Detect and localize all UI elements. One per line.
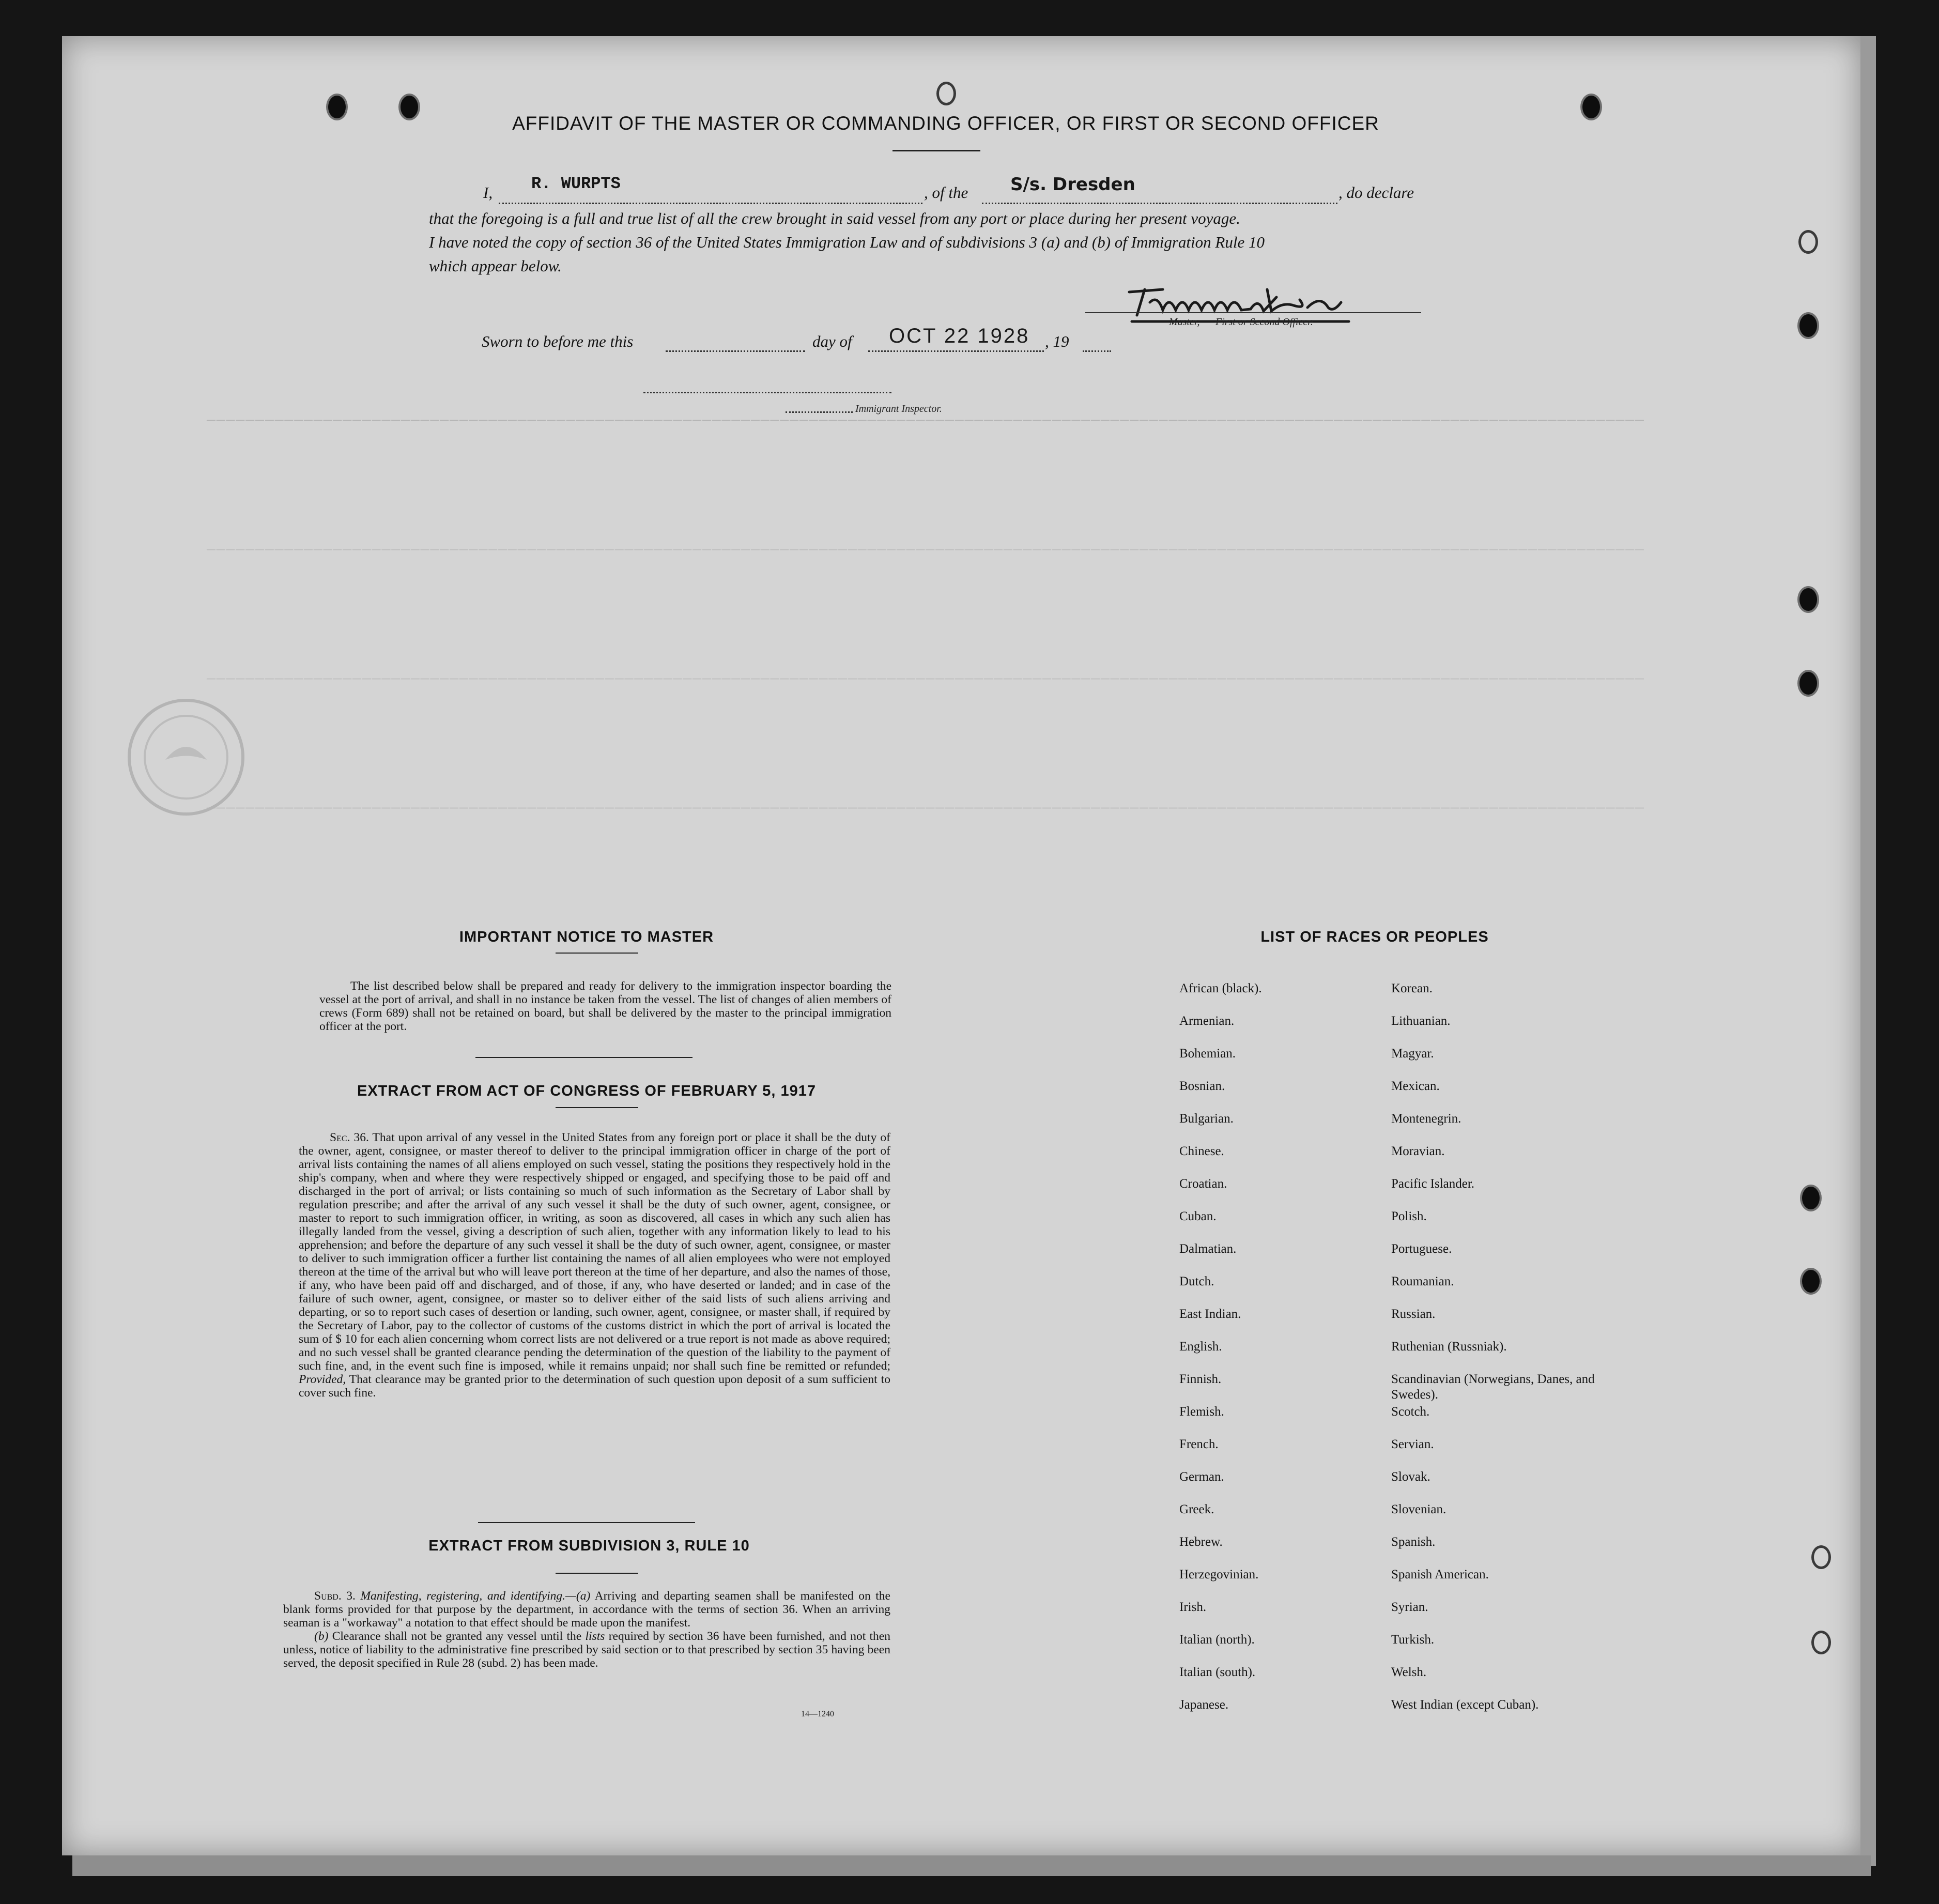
rule-divider — [556, 1573, 638, 1574]
punch-hole-icon — [1582, 96, 1600, 118]
race-list-item: Dalmatian. — [1179, 1242, 1237, 1256]
race-list-item: Croatian. — [1179, 1177, 1227, 1191]
sworn-day-line — [666, 350, 805, 352]
bleed-through-texture: ──────────────────────────────────────────────────────────────────────────────────────────────────────────────────────────────────────────────────── — [207, 543, 1645, 559]
races-heading: LIST OF RACES OR PEOPLES — [1260, 929, 1489, 945]
date-stamp: OCT 22 1928 — [889, 325, 1030, 347]
bleed-through-texture: ──────────────────────────────────────────────────────────────────────────────────────────────────────────────────────────────────────────────────── — [207, 413, 1645, 429]
race-list-item: West Indian (except Cuban). — [1391, 1698, 1539, 1712]
do-declare-label: , do declare — [1338, 183, 1414, 202]
race-list-item: Scotch. — [1391, 1405, 1430, 1419]
officer-name: R. WURPTS — [531, 174, 621, 193]
race-list-item: Russian. — [1391, 1307, 1436, 1321]
race-list-item: Montenegrin. — [1391, 1112, 1461, 1126]
inspector-caption-line — [786, 411, 853, 413]
signature-caption-master: Master, — [1169, 316, 1200, 328]
declaration-line-4: which appear below. — [429, 257, 562, 275]
inspector-caption: Immigrant Inspector. — [855, 403, 942, 414]
race-list-item: Welsh. — [1391, 1665, 1427, 1679]
notice-heading: IMPORTANT NOTICE TO MASTER — [459, 929, 714, 945]
punch-hole-icon — [1811, 1545, 1831, 1569]
signature-line — [1085, 312, 1421, 313]
race-list-item: Korean. — [1391, 981, 1433, 995]
declaration-line-2: that the foregoing is a full and true list of all the crew brought in said vessel from any port or place during her present voyage. — [429, 209, 1240, 227]
race-list-item: Bosnian. — [1179, 1079, 1225, 1093]
act-section-label: Sec. 36. — [330, 1131, 369, 1144]
signature-caption-struck: First or Second Officer. — [1215, 316, 1313, 328]
race-list-item: Chinese. — [1179, 1144, 1224, 1158]
race-list-item: Spanish. — [1391, 1535, 1436, 1549]
race-list-item: Armenian. — [1179, 1014, 1235, 1028]
sworn-label: Sworn to before me this — [482, 332, 634, 350]
affidavit-title: AFFIDAVIT OF THE MASTER OR COMMANDING OFFICER, OR FIRST OR SECOND OFFICER — [512, 113, 1379, 134]
race-list-item: Moravian. — [1391, 1144, 1445, 1158]
punch-hole-icon — [1802, 1270, 1820, 1293]
act-bottom-divider — [478, 1522, 695, 1523]
race-list-item: Hebrew. — [1179, 1535, 1223, 1549]
race-list-item: Turkish. — [1391, 1633, 1435, 1647]
race-list-item: Servian. — [1391, 1437, 1434, 1451]
race-list-item: Italian (north). — [1179, 1633, 1255, 1647]
notice-text: The list described below shall be prepared and ready for delivery to the immigration inspector boarding the vessel at the port of arrival, and shall in no instance be taken from the vessel. The list of changes of alien members of crews (Form 689) shall not be retained on board, but shall be delivered by the master to the principal immigration officer at the port. — [319, 979, 891, 1033]
race-list-item: Lithuanian. — [1391, 1014, 1451, 1028]
vessel-name: S/s. Dresden — [1010, 174, 1135, 195]
race-list-item: Greek. — [1179, 1502, 1214, 1516]
race-list-item: French. — [1179, 1437, 1219, 1451]
punch-hole-icon — [1799, 672, 1817, 695]
sworn-year-line — [1083, 350, 1111, 352]
race-list-item: Bulgarian. — [1179, 1112, 1234, 1126]
punch-hole-icon — [936, 82, 956, 105]
declaration-line-3: I have noted the copy of section 36 of the United States Immigration Law and of subdivisions 3 (a) and (b) of Immigration Rule 10 — [429, 233, 1265, 251]
race-list-item: Ruthenian (Russniak). — [1391, 1340, 1507, 1354]
year-label: , 19 — [1045, 332, 1069, 350]
title-divider — [892, 150, 980, 151]
races-column-1 — [1179, 981, 1376, 1730]
sworn-month-line — [868, 350, 1044, 352]
race-list-item: Japanese. — [1179, 1698, 1229, 1712]
inspector-signature-line — [643, 392, 891, 393]
punch-hole-icon — [1811, 1631, 1831, 1654]
page-edge-bottom — [72, 1855, 1871, 1876]
race-list-item: Flemish. — [1179, 1405, 1224, 1419]
race-list-item: African (black). — [1179, 981, 1262, 995]
race-list-item: Syrian. — [1391, 1600, 1428, 1614]
race-list-item: German. — [1179, 1470, 1224, 1484]
form-number: 14—1240 — [801, 1710, 834, 1718]
race-list-item: Scandinavian (Norwegians, Danes, and Swedes). — [1391, 1372, 1595, 1402]
bleed-through-texture: ──────────────────────────────────────────────────────────────────────────────────────────────────────────────────────────────────────────────────── — [207, 801, 1645, 817]
race-list-item: Herzegovinian. — [1179, 1568, 1259, 1581]
race-list-item: Pacific Islander. — [1391, 1177, 1475, 1191]
race-list-item: Spanish American. — [1391, 1568, 1489, 1581]
race-list-item: Dutch. — [1179, 1275, 1214, 1288]
punch-hole-icon — [1798, 230, 1818, 254]
race-list-item: Bohemian. — [1179, 1047, 1236, 1061]
notice-bottom-divider — [475, 1057, 692, 1058]
race-list-item: Slovak. — [1391, 1470, 1430, 1484]
punch-hole-icon — [1799, 314, 1817, 337]
rule-text: Subd. 3. Manifesting, registering, and identifying.—(a) Arriving and departing seamen shall be manifested on the blank forms provided for that purpose by the department, in accordance with the terms of section 36. When an arriving seaman is a "workaway" a notation to that effect should be made upon the manifest. (b) Clearance shall not be granted any vessel until the lists required by section 36 have been furnished, and not then unless, notice of liability to the administrative fine prescribed by said section or to that prescribed by section 35 having been served, the deposit specified in Rule 28 (subd. 2) has been made. — [283, 1589, 890, 1670]
act-divider — [556, 1107, 638, 1108]
race-list-item: Mexican. — [1391, 1079, 1440, 1093]
race-list-item: Irish. — [1179, 1600, 1207, 1614]
punch-hole-icon — [1799, 588, 1817, 611]
races-column-2 — [1391, 981, 1598, 1730]
race-list-item: Magyar. — [1391, 1047, 1434, 1061]
day-of-label: day of — [812, 332, 852, 350]
race-list-item: Roumanian. — [1391, 1275, 1454, 1288]
notice-divider — [556, 953, 638, 954]
of-the-label: , of the — [924, 183, 968, 202]
affidavit-i-label: I, — [483, 183, 493, 202]
punch-hole-icon — [1802, 1187, 1820, 1209]
race-list-item: East Indian. — [1179, 1307, 1241, 1321]
page-edge-right — [1860, 36, 1876, 1866]
faint-seal-icon — [121, 693, 251, 822]
act-text: Sec. 36. That upon arrival of any vessel in the United States from any foreign port or place it shall be the duty of the owner, agent, consignee, or master thereof to deliver to the principal immigration officer in charge of the port of arrival lists containing the names of all aliens employed on such vessel, stating the positions they respectively hold in the ship's company, when and where they were respectively shipped or engaged, and specifying those to be paid off and discharged in the port of arrival; or lists containing so much of such information as the Secretary of Labor shall by regulation prescribe; and after the arrival of any such vessel it shall be the duty of such owner, agent, consignee, or master to report to such immigration officer, in writing, as soon as discovered, all cases in which any such alien has illegally landed from the vessel, giving a description of such alien, together with any information likely to lead to his apprehension; and before the departure of any such vessel it shall be the duty of such owner, agent, consignee, or master to deliver to such immigration officer a further list containing the names of all alien employees who were not employed thereon at the time of the arrival but who will leave port thereon at the time of her departure, and also the names of those, if any, who have been paid off and discharged, and of those, if any, who have deserted or landed; and in case of the failure of such owner, agent, consignee, or master so to deliver either of the said lists of such aliens arriving and departing, or so to report such cases of desertion or landing, such owner, agent, consignee, or master shall, if required by the Secretary of Labor, pay to the collector of customs of the customs district in which the port of arrival is located the sum of $ 10 for each alien concerning whom correct lists are not delivered or a true report is not made as above required; and no such vessel shall be granted clearance pending the determination of the question of the liability to the payment of such fine, and, in the event such fine is imposed, while it remains unpaid; nor shall such fine be remitted or refunded; Provided, That clearance may be granted prior to the determination of such question upon deposit of a sum sufficient to cover such fine. — [299, 1131, 891, 1400]
race-list-item: Finnish. — [1179, 1372, 1222, 1386]
race-list-item: Italian (south). — [1179, 1665, 1256, 1679]
race-list-item: Polish. — [1391, 1209, 1427, 1223]
act-heading: EXTRACT FROM ACT OF CONGRESS OF FEBRUARY 5, 1917 — [357, 1083, 817, 1099]
officer-name-line — [499, 203, 922, 204]
race-list-item: English. — [1179, 1340, 1222, 1354]
bleed-through-texture: ──────────────────────────────────────────────────────────────────────────────────────────────────────────────────────────────────────────────────── — [207, 672, 1645, 688]
race-list-item: Slovenian. — [1391, 1502, 1446, 1516]
race-list-item: Portuguese. — [1391, 1242, 1452, 1256]
vessel-name-line — [982, 203, 1337, 204]
rule-heading: EXTRACT FROM SUBDIVISION 3, RULE 10 — [428, 1538, 750, 1554]
race-list-item: Cuban. — [1179, 1209, 1217, 1223]
